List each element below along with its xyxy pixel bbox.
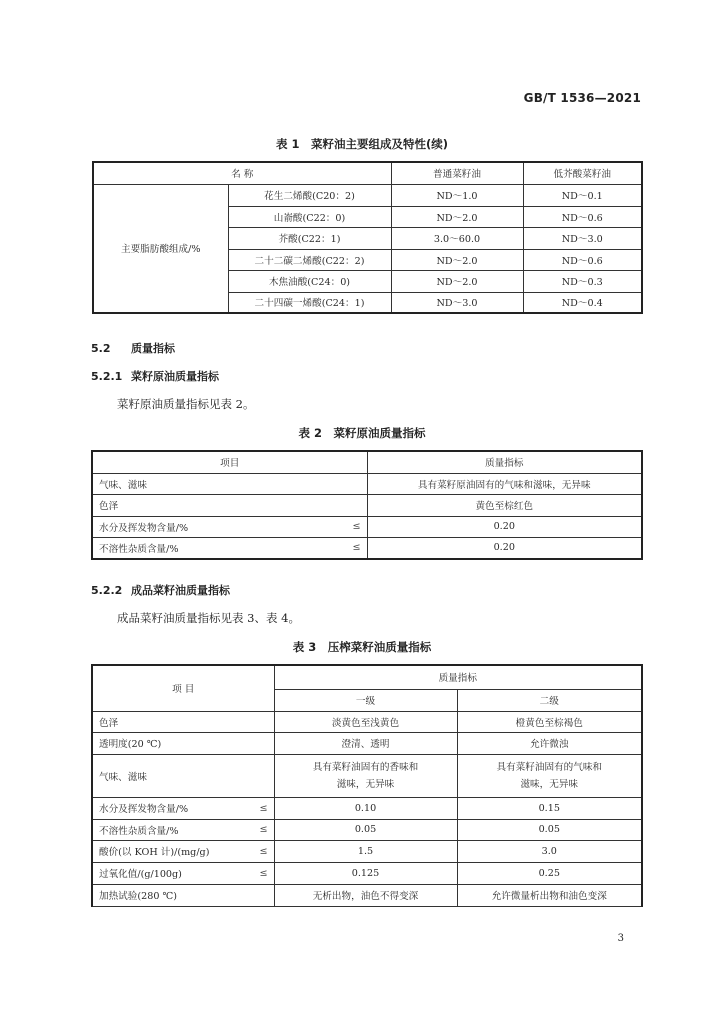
table3-cell-item: 色泽 [92,711,274,732]
cell-line: 具有菜籽油固有的气味和 [496,761,603,773]
table2-cell-item [92,537,367,559]
page-number: 3 [617,933,624,944]
table2-cell-value: 0.20 [367,516,642,537]
table1-header-name: 名 称 [93,162,391,184]
table3 [91,664,643,907]
table1-cell-low: ND～0.6 [523,206,642,227]
table2-cell-value: 具有菜籽原油固有的气味和滋味，无异味 [367,473,642,494]
table3-cell-grade2: 3.0 [457,840,642,862]
item-label: 过氧化值/(g/100g) [99,869,182,880]
section-5-2-2-heading [91,582,230,598]
table3-cell-item: 透明度(20 ℃) [92,732,274,754]
cell-line: 滋味，无异味 [336,778,395,790]
table1-cell-low: ND～0.4 [523,292,642,313]
table3-cell-item [92,819,274,840]
condition-symbol: ≤ [259,867,268,879]
table3-cell-grade1 [274,754,457,797]
table1-cell-name: 二十二碳二烯酸(C22：2) [228,249,391,270]
table-row [92,494,642,516]
condition-symbol: ≤ [259,802,268,814]
table1-cell-name: 芥酸(C22：1) [228,227,391,249]
table1-cell-name: 花生二烯酸(C20：2) [228,184,391,206]
table1-group-label: 主要脂肪酸组成/% [93,184,228,313]
table3-cell-grade2: 0.05 [457,819,642,840]
table2 [91,450,643,560]
table-row [92,819,642,840]
table3-header-grade1: 一级 [274,689,457,711]
table1-cell-common: ND～1.0 [391,184,523,206]
condition-symbol: ≤ [352,542,361,554]
table-row [92,516,642,537]
table1-cell-low: ND～3.0 [523,227,642,249]
table3-cell-grade1: 0.10 [274,797,457,819]
table-row [92,884,642,906]
condition-symbol: ≤ [259,845,268,857]
table1 [92,161,643,314]
table3-cell-grade2 [457,754,642,797]
section-number: 5.2.2 [91,584,123,597]
item-label: 不溶性杂质含量/% [99,543,179,555]
table1-header-low-erucic: 低芥酸菜籽油 [523,162,642,184]
table-row [92,797,642,819]
table1-cell-common: 3.0～60.0 [391,227,523,249]
table2-cell-value: 0.20 [367,537,642,559]
section-title: 成品菜籽油质量指标 [131,584,230,597]
condition-symbol: ≤ [352,521,361,532]
table3-header-grade2: 二级 [457,689,642,711]
table2-header-value: 质量指标 [367,451,642,473]
section-title: 质量指标 [131,342,175,355]
table1-cell-common: ND～3.0 [391,292,523,313]
table2-cell-item: 气味、滋味 [92,473,367,494]
item-label: 酸价(以 KOH 计)/(mg/g) [99,847,210,858]
item-label: 不溶性杂质含量/% [99,825,179,837]
table1-cell-common: ND～2.0 [391,270,523,292]
item-label: 水分及挥发物含量/% [99,804,189,815]
table1-cell-low: ND～0.3 [523,270,642,292]
section-5-2-1-heading [91,368,219,384]
table3-cell-item [92,797,274,819]
table1-cell-name: 二十四碳一烯酸(C24：1) [228,292,391,313]
table1-cell-common: ND～2.0 [391,206,523,227]
table-row [92,711,642,732]
cell-line: 具有菜籽油固有的香味和 [312,761,419,773]
table3-cell-grade1: 0.125 [274,862,457,884]
table1-cell-low: ND～0.6 [523,249,642,270]
table-row [92,754,642,797]
table3-cell-item [92,862,274,884]
table3-cell-item [92,840,274,862]
table-row [92,732,642,754]
cell-line: 滋味，无异味 [520,778,579,790]
table1-cell-name: 木焦油酸(C24：0) [228,270,391,292]
paragraph-5-2-1: 菜籽原油质量指标见表 2。 [117,397,255,411]
table-row [92,537,642,559]
table3-cell-grade1: 0.05 [274,819,457,840]
section-5-2-heading [91,340,175,356]
table1-cell-common: ND～2.0 [391,249,523,270]
table2-cell-value: 黄色至棕红色 [367,494,642,516]
standard-code: GB/T 1536—2021 [523,91,641,105]
paragraph-5-2-2: 成品菜籽油质量指标见表 3、表 4。 [117,611,300,625]
table-row [92,840,642,862]
table2-cell-item: 色泽 [92,494,367,516]
item-label: 水分及挥发物含量/% [99,522,189,534]
table3-cell-item: 气味、滋味 [92,754,274,797]
table3-cell-grade1: 淡黄色至浅黄色 [274,711,457,732]
table3-cell-grade2: 允许微浊 [457,732,642,754]
table3-cell-grade1: 无析出物，油色不得变深 [274,884,457,906]
table2-caption: 表 2 菜籽原油质量指标 [298,426,426,440]
table3-cell-grade2: 0.15 [457,797,642,819]
table3-cell-grade2: 允许微量析出物和油色变深 [457,884,642,906]
table3-header-group: 质量指标 [274,665,642,689]
table3-cell-grade1: 1.5 [274,840,457,862]
section-title: 菜籽原油质量指标 [131,370,219,383]
table3-cell-grade2: 0.25 [457,862,642,884]
table2-header-item: 项目 [92,451,367,473]
table3-cell-grade1: 澄清、透明 [274,732,457,754]
table3-header-item: 项 目 [92,665,274,711]
table-row [93,184,642,206]
table1-caption: 表 1 菜籽油主要组成及特性(续) [275,137,448,151]
condition-symbol: ≤ [259,824,268,835]
table-row [92,862,642,884]
table2-cell-item [92,516,367,537]
table1-header-common: 普通菜籽油 [391,162,523,184]
section-number: 5.2 [91,342,111,355]
table3-cell-grade2: 橙黄色至棕褐色 [457,711,642,732]
section-number: 5.2.1 [91,370,123,383]
table-row [92,473,642,494]
table1-cell-name: 山嵛酸(C22：0) [228,206,391,227]
table3-caption: 表 3 压榨菜籽油质量指标 [292,640,432,654]
table3-cell-item: 加热试验(280 ℃) [92,884,274,906]
table1-cell-low: ND～0.1 [523,184,642,206]
